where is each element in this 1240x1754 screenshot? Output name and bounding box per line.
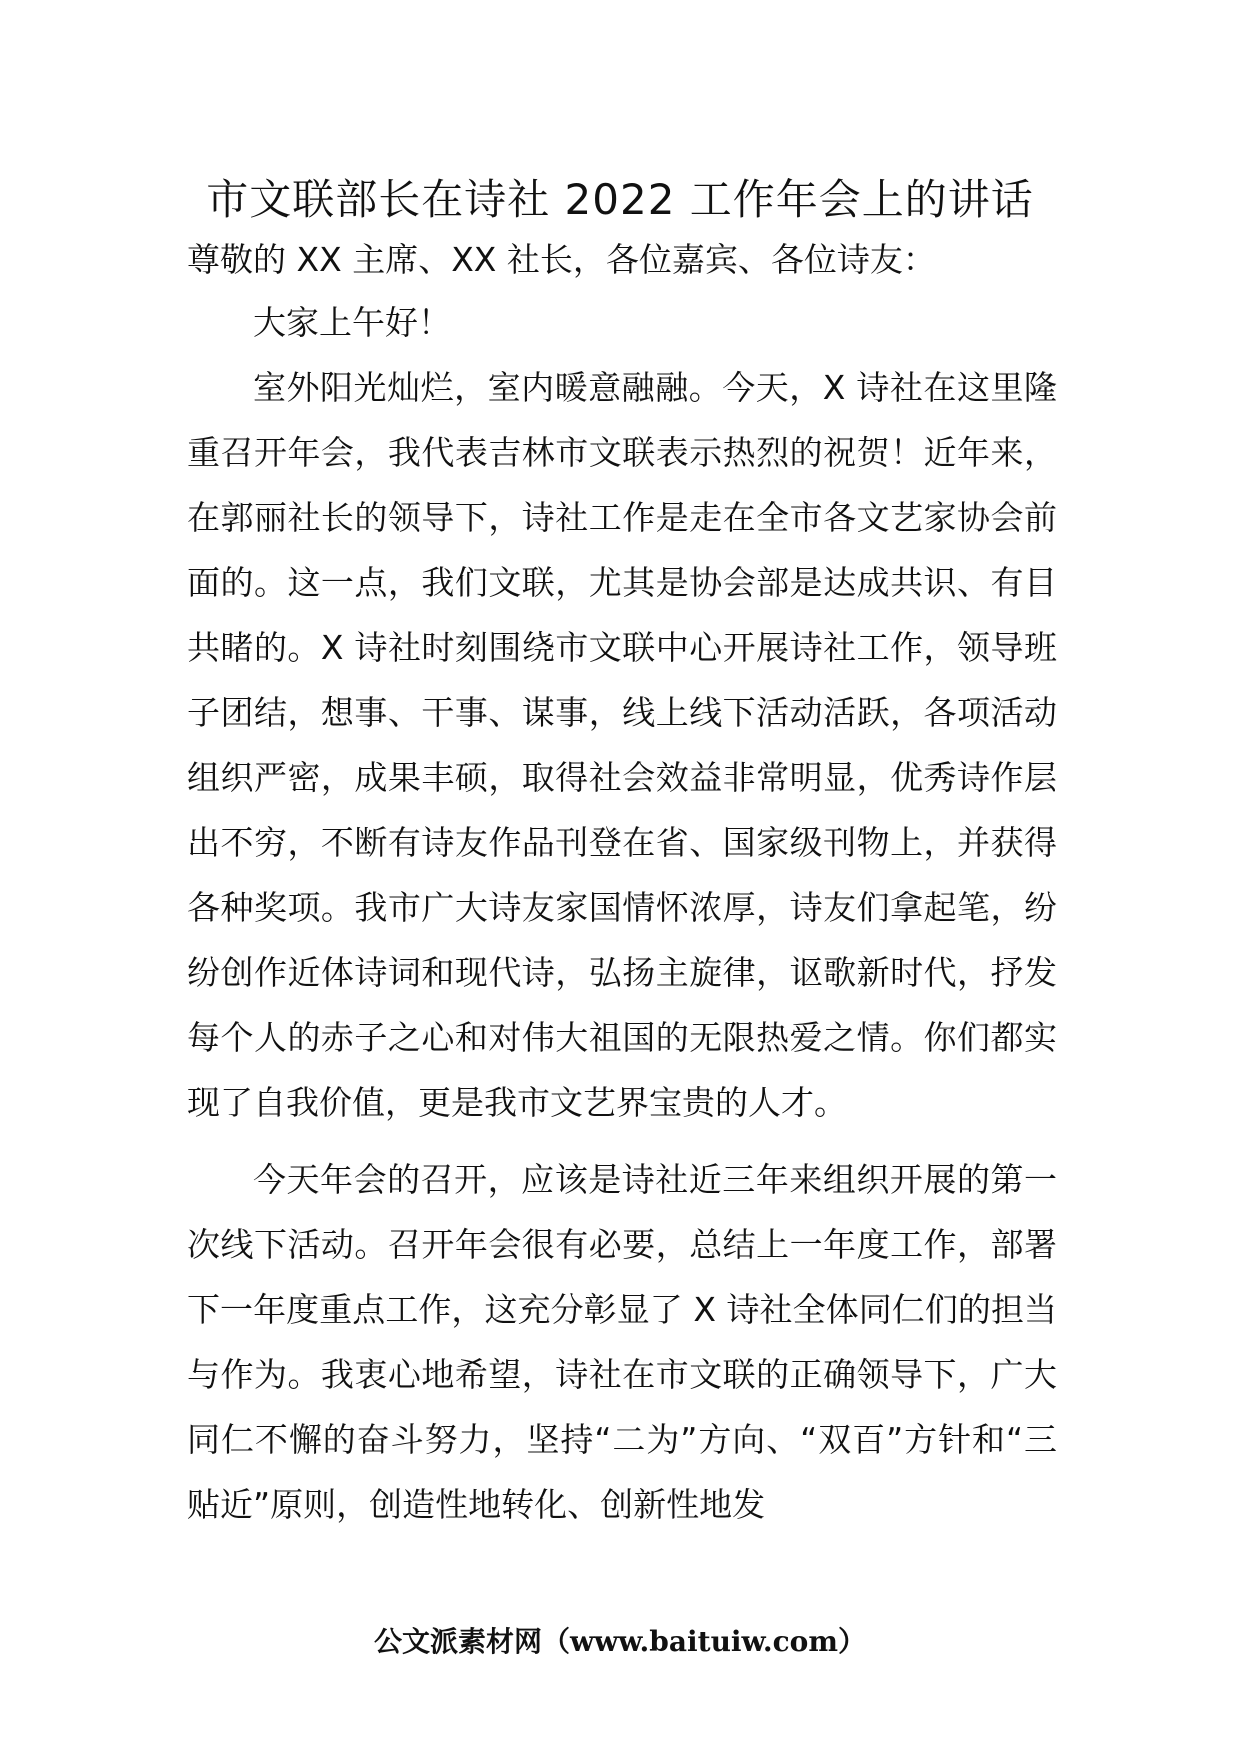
- salutation: 尊敬的 XX 主席、XX 社长，各位嘉宾、各位诗友：: [187, 240, 936, 279]
- paragraph-congratulations: 室外阳光灿烂，室内暖意融融。今天，X 诗社在这里隆重召开年会，我代表吉林市文联表示热烈的祝贺！近年来，在郭丽社长的领导下，诗社工作是走在全市各文艺家协会前面的。这一点，我们文联，尤其是协会部是达成共识、有目共睹的。X 诗社时刻围绕市文联中心开展诗社工作，领导班子团结，想事、干事、谋事，线上线下活动活跃，各项活动组织严密，成果丰硕，取得社会效益非常明显，优秀诗作层出不穷，不断有诗友作品刊登在省、国家级刊物上，并获得各种奖项。我市广大诗友家国情怀浓厚，诗友们拿起笔，纷纷创作近体诗词和现代诗，弘扬主旋律，讴歌新时代，抒发每个人的赤子之心和对伟大祖国的无限热爱之情。你们都实现了自我价值，更是我市文艺界宝贵的人才。: [187, 368, 1057, 1122]
- footer-watermark: 公文派素材网（www.baituiw.com）: [374, 1625, 866, 1658]
- document-body: [187, 290, 1057, 1537]
- paragraph-greeting: 大家上午好！: [253, 303, 451, 342]
- document-title: 市文联部长在诗社 2022 工作年会上的讲话: [206, 175, 1034, 224]
- paragraph-annual-meeting: 今天年会的召开，应该是诗社近三年来组织开展的第一次线下活动。召开年会很有必要，总结上一年度工作，部署下一年度重点工作，这充分彰显了 X 诗社全体同仁们的担当与作为。我衷心地希望，诗社在市文联的正确领导下，广大同仁不懈的奋斗努力，坚持“二为”方向、“双百”方针和“三贴近”原则，创造性地转化、创新性地发: [187, 1160, 1057, 1524]
